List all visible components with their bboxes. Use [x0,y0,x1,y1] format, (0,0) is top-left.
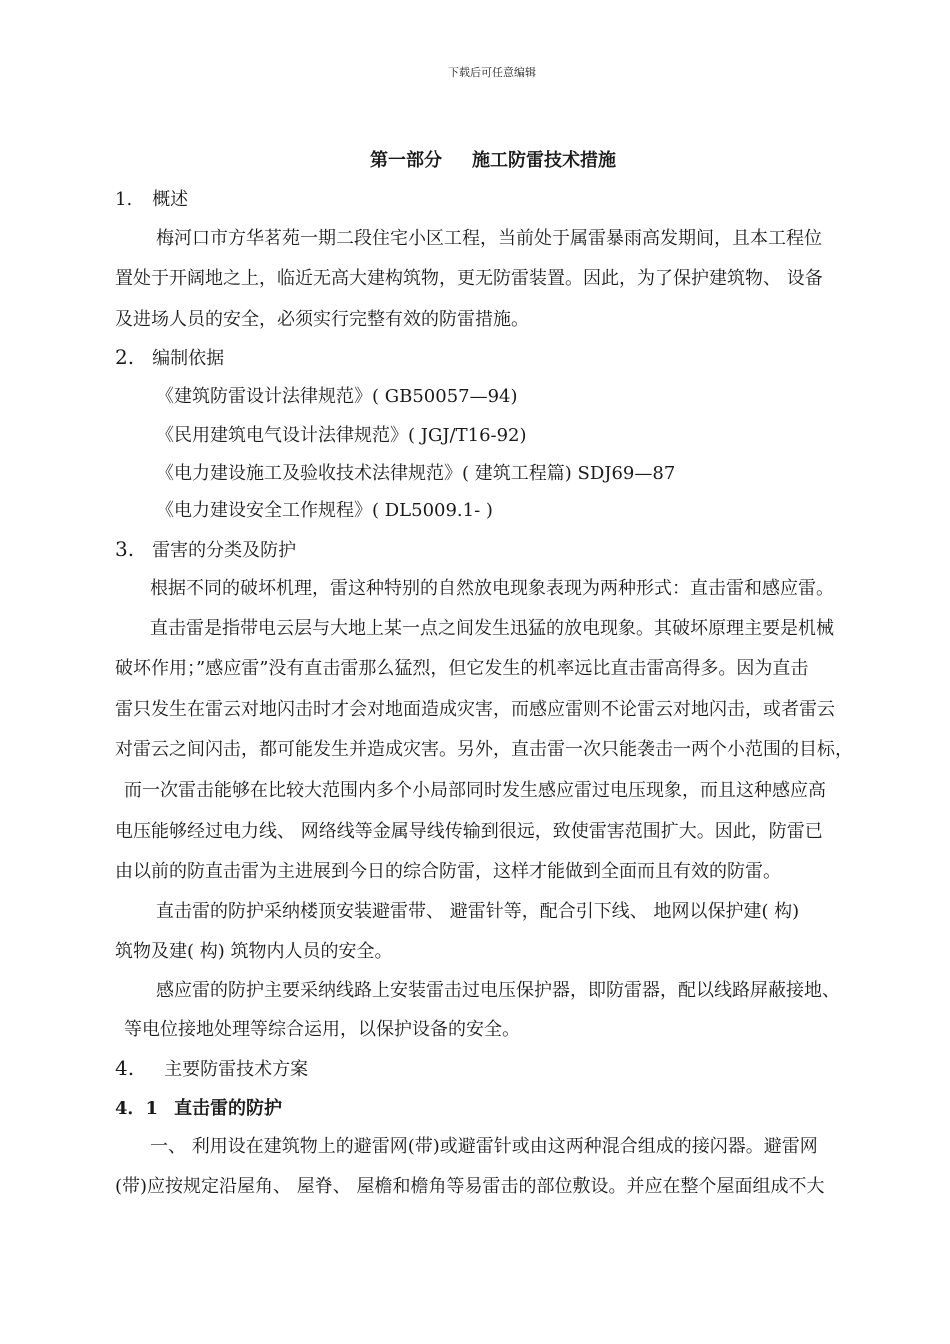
hazard-line: 筑物及建( 构) 筑物内人员的安全。 [115,941,393,962]
part-title-text: 施工防雷技术措施 [472,150,616,171]
subsection-number: 4．1 [115,1098,159,1119]
hazard-line: 等电位接地处理等综合运用，以保护设备的安全。 [124,1019,520,1040]
reference-item: 《民用建筑电气设计法律规范》( JGJ/T16-92) [156,425,527,446]
hazard-line: 直击雷的防护采纳楼顶安装避雷带、 避雷针等，配合引下线、 地网以保护建( 构) [156,901,800,922]
hazard-line: 根据不同的破坏机理，雷这种特别的自然放电现象表现为两种形式：直击雷和感应雷。 [150,578,834,599]
hazard-line: 对雷云之间闪击，都可能发生并造成灾害。另外，直击雷一次只能袭击一两个小范围的目标， [115,739,853,760]
direct-line: 一、 利用设在建筑物上的避雷网(带)或避雷针或由这两种混合组成的接闪器。避雷网 [150,1136,818,1157]
reference-item: 《电力建设施工及验收技术法律规范》( 建筑工程篇) SDJ69—87 [156,463,676,484]
reference-item: 《建筑防雷设计法律规范》( GB50057—94) [156,386,518,407]
hazard-line: 由以前的防直击雷为主进展到今日的综合防雷，这样才能做到全面而且有效的防雷。 [115,861,781,882]
overview-line-2: 置处于开阔地之上，临近无高大建构筑物，更无防雷装置。因此，为了保护建筑物、 设备 [115,268,823,289]
section-number: 3. [115,537,135,561]
hazard-line: 感应雷的防护主要采纳线路上安装雷击过电压保护器，即防雷器，配以线路屏蔽接地、 [156,980,840,1001]
section-title: 雷害的分类及防护 [152,540,297,561]
section-title: 编制依据 [152,348,225,369]
section-number: 1. [115,189,133,210]
section-title: 主要防雷技术方案 [164,1059,309,1080]
hazard-line: 而一次雷击能够在比较大范围内多个小局部同时发生感应雷过电压现象，而且这种感应高 [124,780,826,801]
subsection-title: 直击雷的防护 [174,1098,283,1119]
direct-line: (带)应按规定沿屋角、 屋脊、 屋檐和檐角等易雷击的部位敷设。并应在整个屋面组成不大 [115,1176,825,1197]
subsection-heading-4-1 [115,1097,282,1121]
section-number: 2. [115,345,135,369]
part-title [370,149,616,173]
hazard-line: 雷只发生在雷云对地闪击时才会对地面造成灾害，而感应雷则不论雷云对地闪击，或者雷云 [115,699,835,720]
header-note: 下载后可任意编辑 [448,66,536,79]
overview-line-3: 及进场人员的安全，必须实行完整有效的防雷措施。 [115,309,529,330]
overview-line-1: 梅河口市方华茗苑一期二段住宅小区工程，当前处于属雷暴雨高发期间，且本工程位 [156,228,822,249]
hazard-line: 直击雷是指带电云层与大地上某一点之间发生迅猛的放电现象。其破坏原理主要是机械 [150,618,834,639]
part-title-number: 第一部分 [370,150,442,171]
reference-item: 《电力建设安全工作规程》( DL5009.1- ) [156,500,493,521]
hazard-line: 电压能够经过电力线、 网络线等金属导线传输到很远，致使雷害范围扩大。因此，防雷已 [115,821,823,842]
hazard-line: 破坏作用；”感应雷”没有直击雷那么猛烈，但它发生的机率远比直击雷高得多。因为直击 [115,658,809,679]
section-heading-1 [115,188,188,212]
section-number: 4. [115,1056,135,1080]
section-heading-4 [115,1056,308,1082]
section-heading-2 [115,345,224,371]
section-title: 概述 [152,189,189,210]
section-heading-3 [115,537,296,563]
